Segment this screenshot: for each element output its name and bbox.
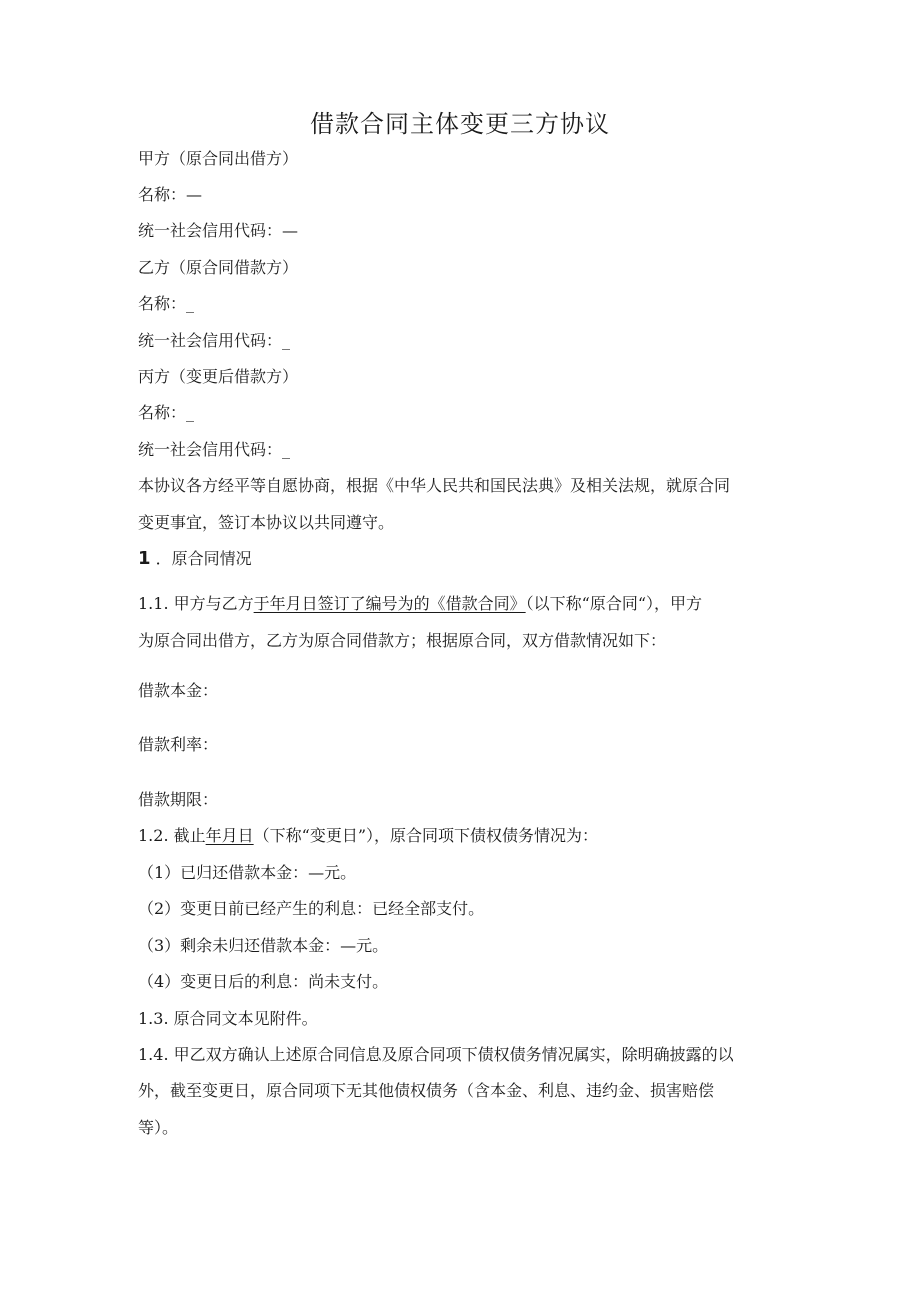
- list-item: （2）变更日前已经产生的利息：已经全部支付。: [138, 899, 485, 918]
- loan-term-label: 借款期限：: [138, 790, 219, 809]
- list-item: （4）变更日后的利息：尚未支付。: [138, 972, 389, 991]
- clause-1-2-prefix: 1.2. 截止: [138, 826, 206, 845]
- loan-principal-label: 借款本金：: [138, 681, 219, 700]
- intro-line-2: 变更事宜，签订本协议以共同遵守。: [138, 513, 395, 532]
- party-a-code: 统一社会信用代码：—: [138, 221, 299, 240]
- loan-rate-label: 借款利率：: [138, 735, 219, 754]
- section-1-heading: [138, 549, 252, 569]
- section-1-number: 1: [138, 548, 151, 569]
- document-title: 借款合同主体变更三方协议: [310, 110, 610, 138]
- clause-1-1-prefix: 1.1. 甲方与乙方: [138, 594, 254, 613]
- clause-1-1-underlined: 于年月日签订了编号为的《借款合同》: [253, 594, 526, 613]
- clause-1-2-underlined: 年月日: [205, 826, 254, 845]
- clause-1-4-line-2: 外，截至变更日，原合同项下无其他债权债务（含本金、利息、违约金、损害赔偿: [138, 1081, 715, 1100]
- party-b-name: 名称：_: [138, 294, 195, 313]
- intro-line-1: 本协议各方经平等自愿协商，根据《中华人民共和国民法典》及相关法规，就原合同: [138, 476, 731, 495]
- party-b-code: 统一社会信用代码：_: [138, 331, 291, 350]
- section-1-title: ．原合同情况: [155, 549, 252, 568]
- clause-1-2-suffix: （下称“变更日”），原合同项下债权债务情况为：: [253, 826, 599, 845]
- party-b-heading: 乙方（原合同借款方）: [138, 258, 299, 277]
- clause-1-2: [138, 826, 598, 846]
- list-item: （3）剩余未归还借款本金：—元。: [138, 936, 389, 955]
- party-c-code: 统一社会信用代码：_: [138, 440, 291, 459]
- party-a-name: 名称：—: [138, 185, 203, 204]
- clause-1-1-line-1: [138, 594, 702, 614]
- party-c-name: 名称：_: [138, 403, 195, 422]
- party-a-heading: 甲方（原合同出借方）: [138, 149, 299, 168]
- clause-1-3: 1.3. 原合同文本见附件。: [138, 1009, 318, 1028]
- clause-1-1-line-2: 为原合同出借方，乙方为原合同借款方；根据原合同，双方借款情况如下：: [138, 631, 667, 650]
- clause-1-4-line-3: 等）。: [138, 1118, 179, 1137]
- clause-1-4-line-1: 1.4. 甲乙双方确认上述原合同信息及原合同项下债权债务情况属实，除明确披露的以: [138, 1045, 734, 1064]
- party-c-heading: 丙方（变更后借款方）: [138, 367, 299, 386]
- list-item: （1）已归还借款本金：—元。: [138, 863, 357, 882]
- clause-1-1-suffix: （以下称“原合同“），甲方: [525, 594, 703, 613]
